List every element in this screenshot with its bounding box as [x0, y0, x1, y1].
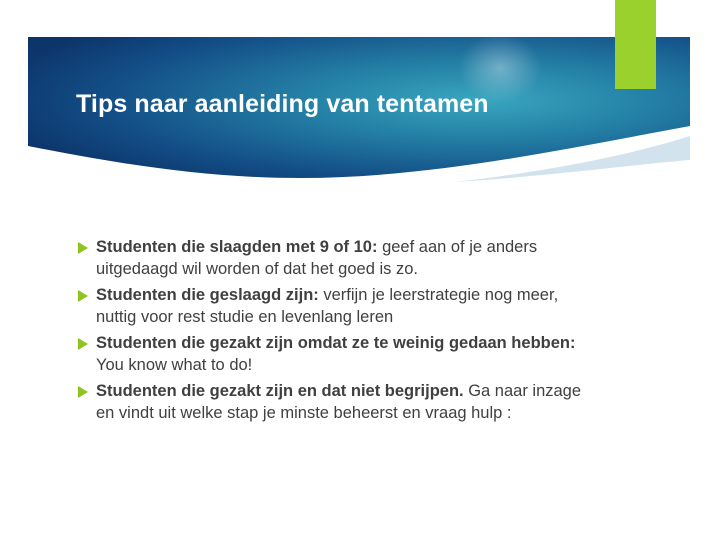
bullet-item: [78, 285, 598, 328]
bullet-text: geef aan of je anders uitgedaagd wil worden of dat het goed is zo.: [96, 238, 538, 278]
bullet-text: verfijn je leerstrategie nog meer, nuttig voor rest studie en levenlang leren: [96, 286, 559, 326]
bullet-list: [78, 237, 598, 429]
bullet-item: [78, 333, 598, 376]
bullet-heading: Studenten die geslaagd zijn:: [96, 286, 319, 304]
accent-tab: [615, 0, 656, 89]
triangle-bullet-icon: [78, 242, 88, 254]
bullet-item: [78, 381, 598, 424]
bullet-text: Ga naar inzage en vindt uit welke stap je minste beheerst en vraag hulp :: [96, 382, 582, 422]
bullet-text: You know what to do!: [96, 355, 253, 374]
slide-title: Tips naar aanleiding van tentamen: [76, 90, 489, 118]
triangle-bullet-icon: [78, 386, 88, 398]
bullet-heading: Studenten die slaagden met 9 of 10:: [96, 238, 378, 256]
bullet-heading: Studenten die gezakt zijn en dat niet begrijpen.: [96, 382, 464, 400]
triangle-bullet-icon: [78, 338, 88, 350]
bullet-item: [78, 237, 598, 280]
triangle-bullet-icon: [78, 290, 88, 302]
bullet-heading: Studenten die gezakt zijn omdat ze te weinig gedaan hebben:: [96, 334, 576, 352]
